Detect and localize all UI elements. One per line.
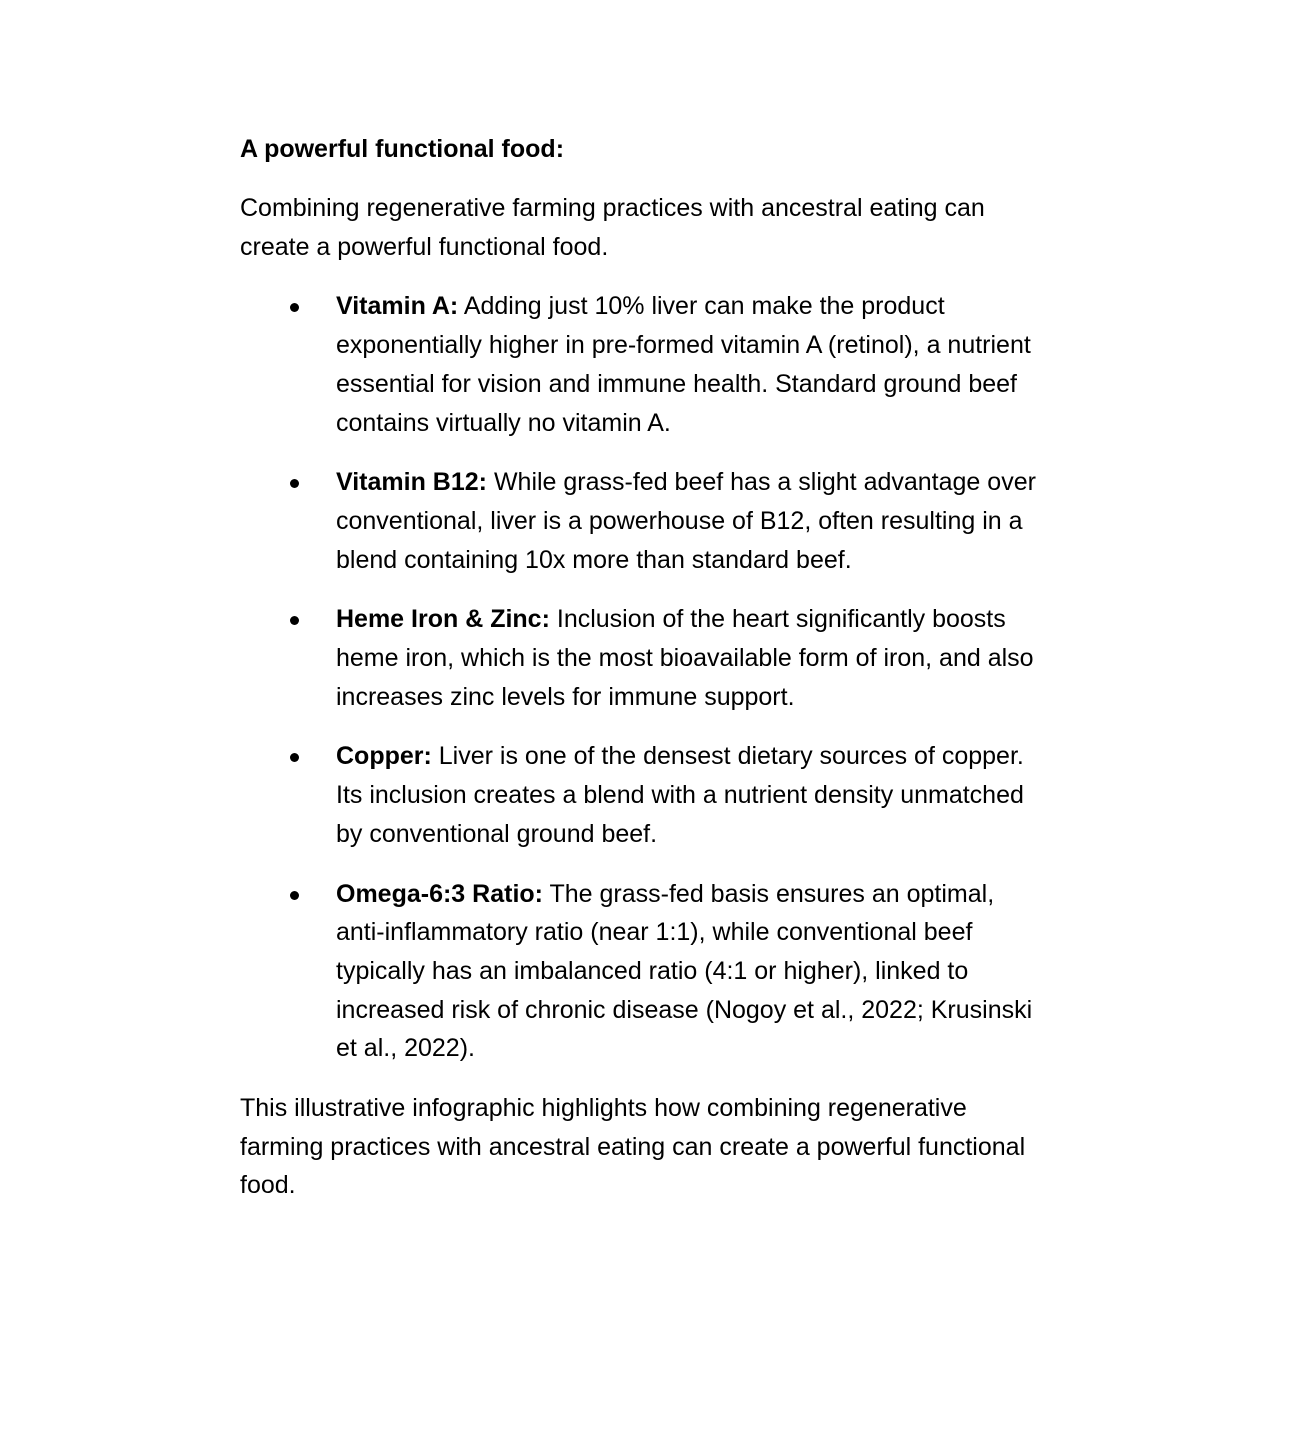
bullet-dot-icon [290, 616, 299, 625]
bullet-text: Inclusion of the heart significantly boosts heme iron, which is the most bioavailable form of iron, and also increases zinc levels for immune support. [336, 605, 1034, 711]
list-item-vitamin-b12 [240, 463, 1040, 579]
list-item-vitamin-a [240, 287, 1040, 442]
bullet-text: Liver is one of the densest dietary sources of copper. Its inclusion creates a blend with a nutrient density unmatched by conventional ground beef. [336, 742, 1024, 848]
section-heading: A powerful functional food: [240, 135, 565, 163]
list-item-copper [240, 737, 1040, 853]
list-item-omega-ratio [240, 875, 1040, 1069]
bullet-text: Adding just 10% liver can make the product exponentially higher in pre-formed vitamin A (retinol), a nutrient essential for vision and immune health. Standard ground beef contains virtually no vitamin A. [336, 292, 1031, 437]
bullet-term: Copper: [336, 742, 432, 771]
list-item-heme-iron-zinc [240, 600, 1040, 716]
bullet-dot-icon [290, 303, 299, 312]
bullet-term: Vitamin A: [336, 292, 459, 321]
closing-paragraph: This illustrative infographic highlights how combining regenerative farming practices with ancestral eating can create a powerful functional food. [240, 1094, 1026, 1200]
bullet-dot-icon [290, 753, 299, 762]
bullet-term: Vitamin B12: [336, 468, 487, 497]
bullet-term: Heme Iron & Zinc: [336, 605, 550, 634]
intro-paragraph: Combining regenerative farming practices with ancestral eating can create a powerful functional food. [240, 194, 985, 261]
bullet-dot-icon [290, 891, 299, 900]
bullet-dot-icon [290, 479, 299, 488]
document-page [240, 130, 1040, 1205]
bullet-text: The grass-fed basis ensures an optimal, anti-inflammatory ratio (near 1:1), while conventional beef typically has an imbalanced ratio (4:1 or higher), linked to increased risk of chronic disease (Nogoy et al., 2022; Krusinski et al., 2022). [336, 879, 1033, 1063]
nutrient-list [240, 287, 1040, 1068]
bullet-term: Omega-6:3 Ratio: [336, 879, 543, 908]
bullet-text: While grass-fed beef has a slight advantage over conventional, liver is a powerhouse of B12, often resulting in a blend containing 10x more than standard beef. [336, 468, 1036, 574]
